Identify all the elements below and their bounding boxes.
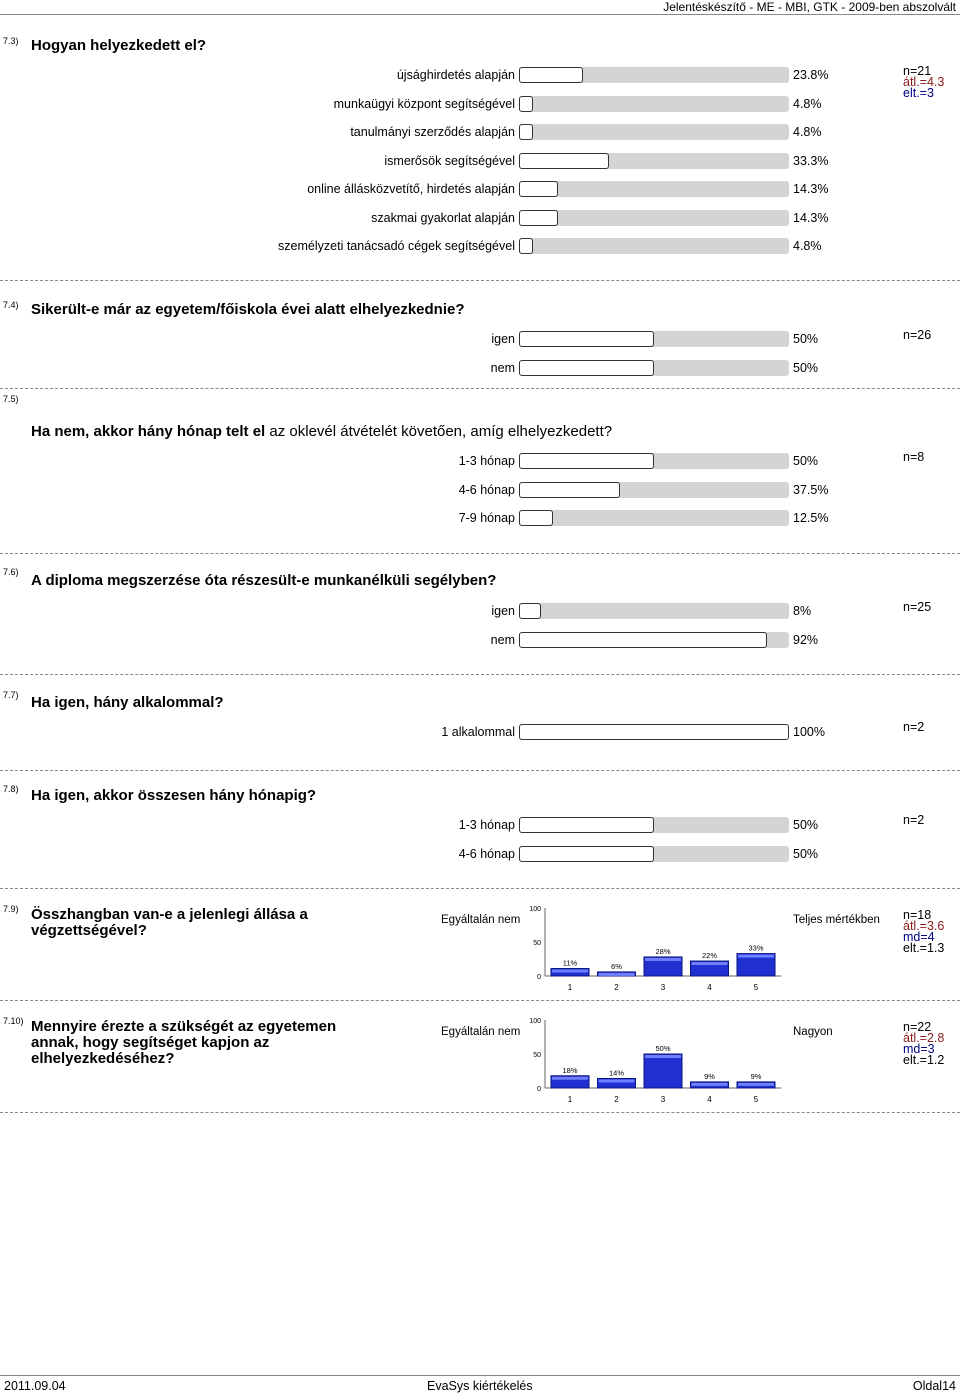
data-label: 28% <box>655 946 671 956</box>
stat-n: n=25 <box>903 600 932 614</box>
stat-median: md=3 <box>903 1042 935 1056</box>
divider <box>0 388 960 389</box>
bar-track <box>519 181 789 197</box>
bar-fill <box>519 453 654 469</box>
data-label: 33% <box>748 943 764 953</box>
answer-percent: 12.5% <box>793 511 829 525</box>
y-tick-label: 50 <box>533 940 541 947</box>
divider <box>0 888 960 889</box>
bar-fill <box>519 124 533 140</box>
answer-label: 7-9 hónap <box>458 511 515 525</box>
stat-n: n=2 <box>903 813 925 827</box>
bar-fill <box>519 96 533 112</box>
chart-bar-highlight <box>552 970 588 973</box>
bar-track <box>519 96 789 112</box>
answer-percent: 50% <box>793 361 819 375</box>
answer-percent: 23.8% <box>793 68 829 82</box>
answer-label: 4-6 hónap <box>458 482 515 497</box>
question-number: 7.10) <box>3 1016 24 1026</box>
stats-block <box>903 1022 944 1066</box>
bar-fill <box>519 181 558 197</box>
stat-n: n=21 <box>903 64 932 78</box>
bar-fill <box>519 724 789 740</box>
question-title-bold: Ha nem, akkor hány hónap telt el <box>31 423 266 440</box>
question-title <box>31 423 612 440</box>
bar-fill <box>519 846 654 862</box>
scale-left-label: Egyáltalán nem <box>441 1026 521 1038</box>
answer-percent: 50% <box>793 818 819 832</box>
y-tick-label: 100 <box>529 1018 541 1025</box>
x-tick-label: 2 <box>614 1095 619 1104</box>
stat-n: n=18 <box>903 908 932 922</box>
data-label: 11% <box>562 958 578 968</box>
answer-percent: 8% <box>793 604 812 618</box>
answer-label: személyzeti tanácsadó cégek segítségével <box>278 239 515 253</box>
stat-n: n=2 <box>903 720 925 734</box>
bar-track <box>519 124 789 140</box>
divider <box>0 674 960 675</box>
answer-percent: 50% <box>793 332 819 346</box>
footer-center: EvaSys kiértékelés <box>427 1379 533 1393</box>
chart-bar-highlight <box>738 1083 774 1086</box>
chart-bar <box>644 1054 682 1088</box>
answer-percent: 37.5% <box>793 482 829 497</box>
footer-date: 2011.09.04 <box>4 1379 66 1393</box>
chart-bar-highlight <box>692 962 728 965</box>
footer-page: Oldal14 <box>912 1379 956 1393</box>
bar-fill <box>519 510 553 526</box>
data-label: 6% <box>611 961 622 971</box>
divider <box>0 1000 960 1001</box>
answer-percent: 14.3% <box>793 182 829 196</box>
question-title-rest: az oklevél átvételét követően, amíg elhelyezkedett? <box>265 423 613 440</box>
question-title: Sikerült-e már az egyetem/főiskola évei alatt elhelyezkednie? <box>31 301 465 318</box>
answer-percent: 4.8% <box>793 96 822 111</box>
answer-label: munkaügyi központ segítségével <box>333 96 515 111</box>
question-number: 7.3) <box>3 36 19 46</box>
chart-bar-highlight <box>599 973 635 976</box>
page-footer <box>0 1375 960 1396</box>
answer-percent: 50% <box>793 454 819 468</box>
divider <box>0 280 960 281</box>
data-label: 50% <box>655 1044 671 1053</box>
scale-left-label: Egyáltalán nem <box>441 914 521 926</box>
bar-fill <box>519 817 654 833</box>
divider <box>0 770 960 771</box>
bar-fill <box>519 331 654 347</box>
answer-percent: 92% <box>793 632 819 647</box>
bar-fill <box>519 482 620 498</box>
scale-right-label: Nagyon <box>793 1026 833 1038</box>
answer-label: 1 alkalommal <box>441 725 515 739</box>
x-tick-label: 1 <box>567 1095 573 1104</box>
answer-label: online állásközvetítő, hirdetés alapján <box>307 182 515 196</box>
stat-mean: átl.=2.8 <box>903 1031 945 1045</box>
y-tick-label: 0 <box>537 974 541 981</box>
data-label: 9% <box>704 1071 715 1081</box>
x-tick-label: 4 <box>707 983 712 992</box>
stat-dev: elt.=1.3 <box>903 941 945 955</box>
divider <box>0 1112 960 1113</box>
chart-bar-highlight <box>645 1055 681 1058</box>
bar-track <box>519 510 789 526</box>
answer-percent: 4.8% <box>793 239 822 253</box>
question-title: Hogyan helyezkedett el? <box>31 37 207 54</box>
x-tick-label: 5 <box>753 983 759 992</box>
chart-bar-highlight <box>738 955 774 958</box>
stat-n: n=8 <box>903 450 925 464</box>
question-number: 7.5) <box>3 394 19 404</box>
x-tick-label: 5 <box>753 1095 759 1104</box>
stat-mean: átl.=3.6 <box>903 919 945 933</box>
question-number: 7.7) <box>3 690 19 700</box>
question-title: Ha igen, akkor összesen hány hónapig? <box>31 787 317 804</box>
question-title: Ha igen, hány alkalommal? <box>31 694 224 711</box>
question-title: Összhangban van-e a jelenlegi állása a végzettségével? <box>31 906 308 939</box>
stats-block <box>903 66 944 99</box>
stat-dev: elt.=3 <box>903 86 934 100</box>
answer-label: 1-3 hónap <box>458 818 515 832</box>
stat-dev: elt.=1.2 <box>903 1053 945 1067</box>
bar-fill <box>519 632 767 648</box>
stat-mean: átl.=4.3 <box>903 75 945 89</box>
x-tick-label: 1 <box>567 983 573 992</box>
data-label: 18% <box>562 1065 578 1075</box>
x-tick-label: 3 <box>660 1095 666 1104</box>
y-tick-label: 0 <box>537 1086 541 1093</box>
answer-label: tanulmányi szerződés alapján <box>350 125 515 139</box>
answer-percent: 33.3% <box>793 153 829 168</box>
chart-bar-highlight <box>552 1077 588 1080</box>
answer-label: nem <box>490 361 515 375</box>
bar-track <box>519 210 789 226</box>
data-label: 14% <box>608 1068 625 1078</box>
scale-right-label: Teljes mértékben <box>793 914 880 926</box>
answer-percent: 50% <box>793 846 819 861</box>
answer-label: nem <box>490 632 515 647</box>
answer-label: szakmai gyakorlat alapján <box>371 210 515 225</box>
question-number: 7.8) <box>3 784 19 794</box>
report-title: Jelentéskészítő - ME - MBI, GTK - 2009-ben abszolvált <box>663 0 956 14</box>
data-label: 22% <box>701 951 718 961</box>
distribution-chart <box>527 902 787 994</box>
stat-median: md=4 <box>903 930 935 944</box>
bar-fill <box>519 67 583 83</box>
question-number: 7.6) <box>3 567 19 577</box>
stats-block <box>903 910 944 954</box>
answer-percent: 4.8% <box>793 125 822 139</box>
stat-n: n=22 <box>903 1020 932 1034</box>
y-tick-label: 50 <box>533 1052 541 1059</box>
answer-percent: 14.3% <box>793 210 829 225</box>
distribution-chart <box>527 1014 787 1106</box>
question-number: 7.9) <box>3 904 19 914</box>
chart-bar-highlight <box>599 1079 635 1082</box>
page-header <box>0 0 960 15</box>
question-title: A diploma megszerzése óta részesült-e munkanélküli segélyben? <box>31 572 497 589</box>
bar-fill <box>519 603 541 619</box>
answer-label: igen <box>491 604 515 618</box>
answer-label: igen <box>491 332 515 346</box>
y-tick-label: 100 <box>529 906 541 913</box>
x-tick-label: 4 <box>707 1095 712 1104</box>
x-tick-label: 3 <box>660 983 666 992</box>
chart-bar-highlight <box>645 958 681 961</box>
question-number: 7.4) <box>3 300 19 310</box>
bar-fill <box>519 238 533 254</box>
answer-label: újsághirdetés alapján <box>396 68 515 82</box>
answer-label: 1-3 hónap <box>458 454 515 468</box>
stat-n: n=26 <box>903 328 932 342</box>
chart-bar-highlight <box>692 1083 728 1086</box>
data-label: 9% <box>750 1071 762 1081</box>
bar-fill <box>519 360 654 376</box>
answer-percent: 100% <box>793 725 825 739</box>
divider <box>0 553 960 554</box>
bar-fill <box>519 153 609 169</box>
bar-track <box>519 238 789 254</box>
answer-label: 4-6 hónap <box>458 846 515 861</box>
answer-label: ismerősök segítségével <box>384 153 515 168</box>
bar-track <box>519 603 789 619</box>
x-tick-label: 2 <box>614 983 619 992</box>
bar-fill <box>519 210 558 226</box>
question-title: Mennyire érezte a szükségét az egyetemen annak, hogy segítséget kapjon az elhelyezkedéséhez? <box>31 1018 337 1067</box>
